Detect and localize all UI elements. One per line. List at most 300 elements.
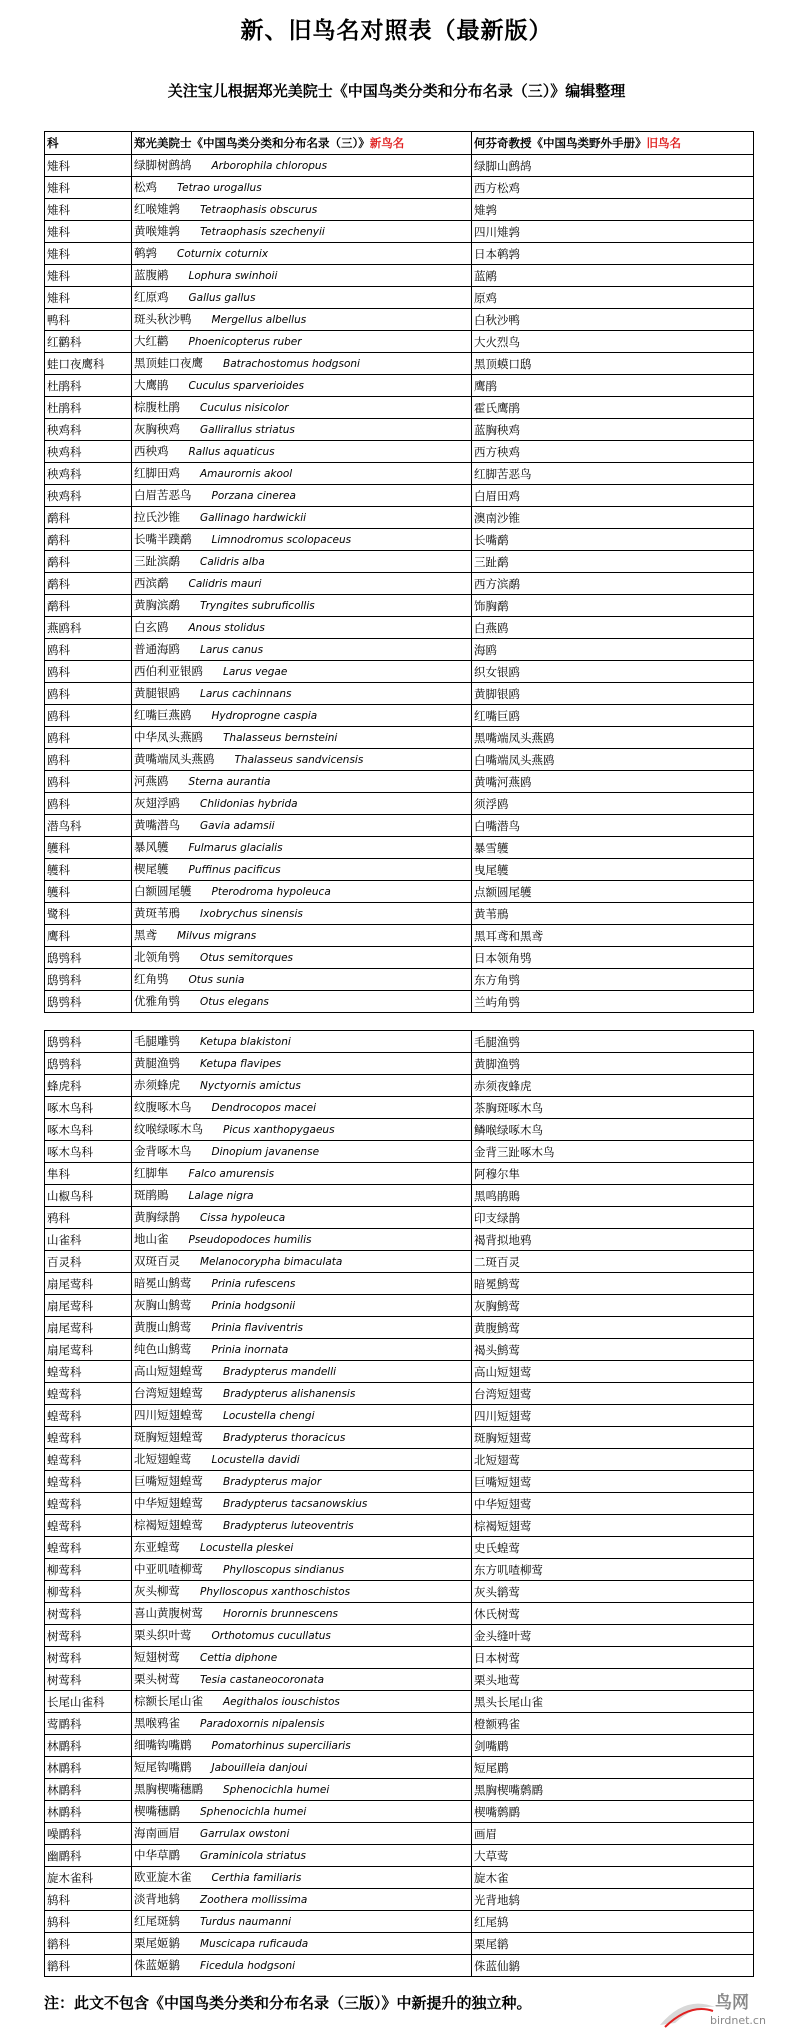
new-name-cell <box>132 573 472 595</box>
table-row <box>45 837 754 859</box>
table-row <box>45 771 754 793</box>
new-name-cell <box>132 1713 472 1735</box>
scientific-name: Ketupa blakistoni <box>200 1036 291 1048</box>
family-cell: 鸱鸮科 <box>45 991 132 1013</box>
new-chinese-name: 红原鸡 <box>134 290 169 304</box>
new-name-cell <box>132 1537 472 1559</box>
family-cell: 长尾山雀科 <box>45 1691 132 1713</box>
table-row <box>45 1801 754 1823</box>
scientific-name: Chlidonias hybrida <box>200 798 298 810</box>
old-name-cell: 须浮鸥 <box>472 793 754 815</box>
header-new-prefix: 郑光美院士《中国鸟类分类和分布名录（三）》 <box>134 136 370 150</box>
family-cell: 雉科 <box>45 265 132 287</box>
old-name-cell: 金背三趾啄木鸟 <box>472 1141 754 1163</box>
family-cell: 秧鸡科 <box>45 463 132 485</box>
scientific-name: Nyctyornis amictus <box>200 1080 301 1092</box>
scientific-name: Calidris alba <box>200 556 265 568</box>
new-chinese-name: 棕褐短翅蝗莺 <box>134 1518 203 1532</box>
new-chinese-name: 黑喉鸦雀 <box>134 1716 180 1730</box>
old-name-cell: 鹰鹃 <box>472 375 754 397</box>
old-name-cell: 日本领角鸮 <box>472 947 754 969</box>
old-name-cell: 黄嘴河燕鸥 <box>472 771 754 793</box>
new-chinese-name: 淡背地鸫 <box>134 1892 180 1906</box>
new-name-cell <box>132 1471 472 1493</box>
new-chinese-name: 大鹰鹃 <box>134 378 169 392</box>
table-row <box>45 1449 754 1471</box>
table-row <box>45 287 754 309</box>
new-chinese-name: 红喉雉鹑 <box>134 202 180 216</box>
old-name-cell: 点额圆尾鹱 <box>472 881 754 903</box>
new-name-cell <box>132 1031 472 1053</box>
old-name-cell: 霍氏鹰鹃 <box>472 397 754 419</box>
scientific-name: Bradypterus alishanensis <box>223 1388 356 1400</box>
new-name-cell <box>132 1075 472 1097</box>
footnote: 注：此文不包含《中国鸟类分类和分布名录（三版）》中新提升的独立种。 <box>44 1994 532 2012</box>
family-cell: 雉科 <box>45 155 132 177</box>
old-name-cell: 黑胸楔嘴鹩鹛 <box>472 1779 754 1801</box>
old-name-cell: 四川雉鹑 <box>472 221 754 243</box>
scientific-name: Locustella chengi <box>223 1410 315 1422</box>
family-cell: 秧鸡科 <box>45 441 132 463</box>
new-name-cell <box>132 551 472 573</box>
new-chinese-name: 东亚蝗莺 <box>134 1540 180 1554</box>
family-cell: 鸫科 <box>45 1889 132 1911</box>
scientific-name: Picus xanthopygaeus <box>223 1124 335 1136</box>
new-name-cell <box>132 353 472 375</box>
new-chinese-name: 楔嘴穗鹛 <box>134 1804 180 1818</box>
family-cell: 鸥科 <box>45 727 132 749</box>
family-cell: 鸦科 <box>45 1207 132 1229</box>
old-name-cell: 暴雪鹱 <box>472 837 754 859</box>
family-cell: 鸱鸮科 <box>45 947 132 969</box>
table-1-body <box>45 155 754 1013</box>
table-row <box>45 1757 754 1779</box>
table-row <box>45 1339 754 1361</box>
new-name-cell <box>132 1449 472 1471</box>
old-name-cell: 雉鹑 <box>472 199 754 221</box>
table-row <box>45 1383 754 1405</box>
table-row <box>45 705 754 727</box>
family-cell: 鹰科 <box>45 925 132 947</box>
new-name-cell <box>132 1339 472 1361</box>
family-cell: 鹭科 <box>45 903 132 925</box>
new-name-cell <box>132 1735 472 1757</box>
table-row <box>45 221 754 243</box>
family-cell: 鸥科 <box>45 771 132 793</box>
scientific-name: Cuculus nisicolor <box>200 402 289 414</box>
scientific-name: Puffinus pacificus <box>188 864 281 876</box>
family-cell: 啄木鸟科 <box>45 1097 132 1119</box>
new-chinese-name: 暗冕山鹪莺 <box>134 1276 192 1290</box>
new-chinese-name: 红脚隼 <box>134 1166 169 1180</box>
scientific-name: Melanocorypha bimaculata <box>200 1256 343 1268</box>
scientific-name: Anous stolidus <box>188 622 265 634</box>
scientific-name: Amaurornis akool <box>200 468 293 480</box>
family-cell: 蝗莺科 <box>45 1383 132 1405</box>
header-old-prefix: 何芬奇教授《中国鸟类野外手册》 <box>474 136 647 150</box>
table-row <box>45 375 754 397</box>
new-name-cell <box>132 397 472 419</box>
scientific-name: Pterodroma hypoleuca <box>211 886 331 898</box>
new-name-cell <box>132 1251 472 1273</box>
new-chinese-name: 细嘴钩嘴鹛 <box>134 1738 192 1752</box>
bird-name-table-2 <box>44 1030 754 1977</box>
table-row <box>45 397 754 419</box>
table-row <box>45 1163 754 1185</box>
table-row <box>45 1625 754 1647</box>
scientific-name: Gallirallus striatus <box>200 424 295 436</box>
table-row <box>45 1823 754 1845</box>
new-name-cell <box>132 1141 472 1163</box>
family-cell: 秧鸡科 <box>45 419 132 441</box>
family-cell: 蝗莺科 <box>45 1515 132 1537</box>
scientific-name: Bradypterus major <box>223 1476 322 1488</box>
family-cell: 潜鸟科 <box>45 815 132 837</box>
table-row <box>45 1361 754 1383</box>
header-new-tag: 新鸟名 <box>369 136 405 150</box>
old-name-cell: 西方滨鹬 <box>472 573 754 595</box>
scientific-name: Locustella pleskei <box>200 1542 294 1554</box>
table-row <box>45 1933 754 1955</box>
table-row <box>45 177 754 199</box>
table-row <box>45 1097 754 1119</box>
old-name-cell: 中华短翅莺 <box>472 1493 754 1515</box>
family-cell: 树莺科 <box>45 1669 132 1691</box>
scientific-name: Tetraophasis obscurus <box>200 204 318 216</box>
family-cell: 鹱科 <box>45 837 132 859</box>
family-cell: 鸥科 <box>45 793 132 815</box>
new-name-cell <box>132 1427 472 1449</box>
table-row <box>45 903 754 925</box>
family-cell: 鸥科 <box>45 683 132 705</box>
table-row <box>45 1537 754 1559</box>
table-row <box>45 815 754 837</box>
new-chinese-name: 黄腿渔鸮 <box>134 1056 180 1070</box>
new-name-cell <box>132 947 472 969</box>
scientific-name: Fulmarus glacialis <box>188 842 283 854</box>
new-name-cell <box>132 815 472 837</box>
table-row <box>45 1647 754 1669</box>
new-chinese-name: 黄斑苇鳽 <box>134 906 180 920</box>
table-row <box>45 353 754 375</box>
scientific-name: Pseudopodoces humilis <box>188 1234 312 1246</box>
table-row <box>45 1141 754 1163</box>
scientific-name: Porzana cinerea <box>211 490 296 502</box>
table-row <box>45 331 754 353</box>
old-name-cell: 剑嘴鹛 <box>472 1735 754 1757</box>
new-chinese-name: 栗头织叶莺 <box>134 1628 192 1642</box>
old-name-cell: 二斑百灵 <box>472 1251 754 1273</box>
old-name-cell: 黄腹鹪莺 <box>472 1317 754 1339</box>
family-cell: 杜鹃科 <box>45 375 132 397</box>
family-cell: 林鹛科 <box>45 1801 132 1823</box>
new-name-cell <box>132 1801 472 1823</box>
scientific-name: Certhia familiaris <box>211 1872 302 1884</box>
new-chinese-name: 高山短翅蝗莺 <box>134 1364 203 1378</box>
new-name-cell <box>132 683 472 705</box>
table-row <box>45 1427 754 1449</box>
scientific-name: Phoenicopterus ruber <box>188 336 302 348</box>
new-name-cell <box>132 925 472 947</box>
new-name-cell <box>132 1163 472 1185</box>
table-row <box>45 1207 754 1229</box>
scientific-name: Dinopium javanense <box>211 1146 320 1158</box>
old-name-cell: 巨嘴短翅莺 <box>472 1471 754 1493</box>
family-cell: 鸱鸮科 <box>45 1053 132 1075</box>
scientific-name: Gallinago hardwickii <box>200 512 307 524</box>
old-name-cell: 饰胸鹬 <box>472 595 754 617</box>
table-row <box>45 1603 754 1625</box>
new-chinese-name: 黄腹山鹪莺 <box>134 1320 192 1334</box>
new-chinese-name: 优雅角鸮 <box>134 994 180 1008</box>
new-chinese-name: 台湾短翅蝗莺 <box>134 1386 203 1400</box>
scientific-name: Arborophila chloropus <box>211 160 328 172</box>
new-name-cell <box>132 903 472 925</box>
new-chinese-name: 赤须蜂虎 <box>134 1078 180 1092</box>
table-row <box>45 1185 754 1207</box>
page-title: 新、旧鸟名对照表（最新版） <box>240 17 553 44</box>
family-cell: 鹱科 <box>45 859 132 881</box>
scientific-name: Bradypterus thoracicus <box>223 1432 346 1444</box>
scientific-name: Orthotomus cucullatus <box>211 1630 331 1642</box>
scientific-name: Sterna aurantia <box>188 776 271 788</box>
new-name-cell <box>132 771 472 793</box>
new-name-cell <box>132 485 472 507</box>
table-row <box>45 793 754 815</box>
table-row <box>45 1251 754 1273</box>
new-chinese-name: 北领角鸮 <box>134 950 180 964</box>
table-row <box>45 155 754 177</box>
new-chinese-name: 棕腹杜鹃 <box>134 400 180 414</box>
family-cell: 秧鸡科 <box>45 485 132 507</box>
table-row <box>45 507 754 529</box>
scientific-name: Ficedula hodgsoni <box>200 1960 296 1972</box>
old-name-cell: 绿脚山鹧鸪 <box>472 155 754 177</box>
logo-text: 鸟网 <box>715 1993 749 2013</box>
family-cell: 旋木雀科 <box>45 1867 132 1889</box>
new-name-cell <box>132 793 472 815</box>
scientific-name: Pomatorhinus superciliaris <box>211 1740 351 1752</box>
old-name-cell: 日本树莺 <box>472 1647 754 1669</box>
scientific-name: Cettia diphone <box>200 1652 278 1664</box>
scientific-name: Sphenocichla humei <box>200 1806 307 1818</box>
new-chinese-name: 栗尾姬鹟 <box>134 1936 180 1950</box>
old-name-cell: 东方角鸮 <box>472 969 754 991</box>
new-chinese-name: 中华凤头燕鸥 <box>134 730 203 744</box>
old-name-cell: 褐头鹪莺 <box>472 1339 754 1361</box>
new-name-cell <box>132 1053 472 1075</box>
new-name-cell <box>132 837 472 859</box>
scientific-name: Lalage nigra <box>188 1190 254 1202</box>
family-cell: 鸭科 <box>45 309 132 331</box>
family-cell: 林鹛科 <box>45 1779 132 1801</box>
table-row <box>45 1031 754 1053</box>
family-cell: 杜鹃科 <box>45 397 132 419</box>
new-name-cell <box>132 727 472 749</box>
family-cell: 树莺科 <box>45 1647 132 1669</box>
new-name-cell <box>132 1757 472 1779</box>
table-row <box>45 661 754 683</box>
old-name-cell: 台湾短翅莺 <box>472 1383 754 1405</box>
old-name-cell: 白秋沙鸭 <box>472 309 754 331</box>
new-chinese-name: 棕额长尾山雀 <box>134 1694 203 1708</box>
old-name-cell: 三趾鹬 <box>472 551 754 573</box>
family-cell: 扇尾莺科 <box>45 1339 132 1361</box>
family-cell: 柳莺科 <box>45 1559 132 1581</box>
new-chinese-name: 黄喉雉鹑 <box>134 224 180 238</box>
old-name-cell: 西方秧鸡 <box>472 441 754 463</box>
old-name-cell: 史氏蝗莺 <box>472 1537 754 1559</box>
old-name-cell: 织女银鸥 <box>472 661 754 683</box>
family-cell: 鹱科 <box>45 881 132 903</box>
table-row <box>45 1053 754 1075</box>
family-cell: 蜂虎科 <box>45 1075 132 1097</box>
old-name-cell: 白嘴潜鸟 <box>472 815 754 837</box>
table-header-row <box>45 132 754 155</box>
new-name-cell <box>132 1669 472 1691</box>
new-chinese-name: 白玄鸥 <box>134 620 169 634</box>
new-name-cell <box>132 529 472 551</box>
new-name-cell <box>132 1911 472 1933</box>
table-row <box>45 1471 754 1493</box>
scientific-name: Turdus naumanni <box>200 1916 292 1928</box>
new-name-cell <box>132 1603 472 1625</box>
table-row <box>45 881 754 903</box>
scientific-name: Otus semitorques <box>200 952 294 964</box>
new-chinese-name: 三趾滨鹬 <box>134 554 180 568</box>
family-cell: 啄木鸟科 <box>45 1141 132 1163</box>
new-chinese-name: 楔尾鹱 <box>134 862 169 876</box>
family-cell: 蝗莺科 <box>45 1471 132 1493</box>
table-row <box>45 551 754 573</box>
old-name-cell: 黑嘴端凤头燕鸥 <box>472 727 754 749</box>
new-chinese-name: 栗头树莺 <box>134 1672 180 1686</box>
old-name-cell: 日本鹌鹑 <box>472 243 754 265</box>
family-cell: 鹟科 <box>45 1933 132 1955</box>
family-cell: 鸥科 <box>45 639 132 661</box>
old-name-cell: 橙额鸦雀 <box>472 1713 754 1735</box>
family-cell: 鹬科 <box>45 507 132 529</box>
old-name-cell: 黄脚渔鸮 <box>472 1053 754 1075</box>
table-row <box>45 1845 754 1867</box>
new-chinese-name: 红嘴巨燕鸥 <box>134 708 192 722</box>
old-name-cell: 休氏树莺 <box>472 1603 754 1625</box>
family-cell: 山雀科 <box>45 1229 132 1251</box>
family-cell: 蝗莺科 <box>45 1449 132 1471</box>
old-name-cell: 灰胸鹪莺 <box>472 1295 754 1317</box>
new-name-cell <box>132 1955 472 1977</box>
table-row <box>45 1273 754 1295</box>
old-name-cell: 大草莺 <box>472 1845 754 1867</box>
new-name-cell <box>132 1493 472 1515</box>
family-cell: 雉科 <box>45 221 132 243</box>
scientific-name: Gavia adamsii <box>200 820 275 832</box>
table-row <box>45 617 754 639</box>
new-chinese-name: 大红鹳 <box>134 334 169 348</box>
old-name-cell: 黄脚银鸥 <box>472 683 754 705</box>
new-chinese-name: 普通海鸥 <box>134 642 180 656</box>
old-name-cell: 西方松鸡 <box>472 177 754 199</box>
scientific-name: Locustella davidi <box>211 1454 300 1466</box>
old-name-cell: 旋木雀 <box>472 1867 754 1889</box>
scientific-name: Larus cachinnans <box>200 688 292 700</box>
family-cell: 蛙口夜鹰科 <box>45 353 132 375</box>
new-name-cell <box>132 1405 472 1427</box>
new-name-cell <box>132 617 472 639</box>
old-name-cell: 短尾鹛 <box>472 1757 754 1779</box>
scientific-name: Tesia castaneocoronata <box>200 1674 325 1686</box>
table-row <box>45 1559 754 1581</box>
header-old-tag: 旧鸟名 <box>646 136 681 150</box>
new-name-cell <box>132 1647 472 1669</box>
family-cell: 蝗莺科 <box>45 1361 132 1383</box>
family-cell: 蝗莺科 <box>45 1427 132 1449</box>
new-chinese-name: 灰胸山鹪莺 <box>134 1298 192 1312</box>
old-name-cell: 澳南沙锥 <box>472 507 754 529</box>
scientific-name: Batrachostomus hodgsoni <box>223 358 360 370</box>
new-name-cell <box>132 1361 472 1383</box>
table-row <box>45 595 754 617</box>
table-row <box>45 1119 754 1141</box>
new-chinese-name: 四川短翅蝗莺 <box>134 1408 203 1422</box>
old-name-cell: 栗尾鹟 <box>472 1933 754 1955</box>
old-name-cell: 黄苇鳽 <box>472 903 754 925</box>
old-name-cell: 暗冕鹪莺 <box>472 1273 754 1295</box>
family-cell: 雉科 <box>45 243 132 265</box>
new-chinese-name: 侏蓝姬鹟 <box>134 1958 180 1972</box>
new-name-cell <box>132 639 472 661</box>
new-chinese-name: 红尾斑鸫 <box>134 1914 180 1928</box>
new-chinese-name: 海南画眉 <box>134 1826 180 1840</box>
new-name-cell <box>132 287 472 309</box>
table-row <box>45 749 754 771</box>
new-chinese-name: 北短翅蝗莺 <box>134 1452 192 1466</box>
new-name-cell <box>132 1119 472 1141</box>
old-name-cell: 兰屿角鸮 <box>472 991 754 1013</box>
family-cell: 扇尾莺科 <box>45 1317 132 1339</box>
old-name-cell: 白眉田鸡 <box>472 485 754 507</box>
new-chinese-name: 白额圆尾鹱 <box>134 884 192 898</box>
family-cell: 蝗莺科 <box>45 1537 132 1559</box>
table-row <box>45 1911 754 1933</box>
new-chinese-name: 毛腿雕鸮 <box>134 1034 180 1048</box>
scientific-name: Horornis brunnescens <box>223 1608 338 1620</box>
new-name-cell <box>132 331 472 353</box>
table-row <box>45 1075 754 1097</box>
new-name-cell <box>132 1185 472 1207</box>
scientific-name: Ketupa flavipes <box>200 1058 282 1070</box>
scientific-name: Thalasseus bernsteini <box>223 732 338 744</box>
new-name-cell <box>132 1867 472 1889</box>
scientific-name: Tetrao urogallus <box>177 182 262 194</box>
new-name-cell <box>132 1779 472 1801</box>
table-row <box>45 1317 754 1339</box>
family-cell: 噪鹛科 <box>45 1823 132 1845</box>
new-name-cell <box>132 375 472 397</box>
family-cell: 鸱鸮科 <box>45 969 132 991</box>
bird-name-table-1 <box>44 131 754 1013</box>
new-chinese-name: 黑顶蛙口夜鹰 <box>134 356 203 370</box>
scientific-name: Larus vegae <box>223 666 288 678</box>
old-name-cell: 东方叽喳柳莺 <box>472 1559 754 1581</box>
scientific-name: Cuculus sparverioides <box>188 380 305 392</box>
new-chinese-name: 拉氏沙锥 <box>134 510 180 524</box>
table-row <box>45 1955 754 1977</box>
table-row <box>45 991 754 1013</box>
old-name-cell: 黑顶蟆口鸱 <box>472 353 754 375</box>
new-name-cell <box>132 595 472 617</box>
table-row <box>45 463 754 485</box>
